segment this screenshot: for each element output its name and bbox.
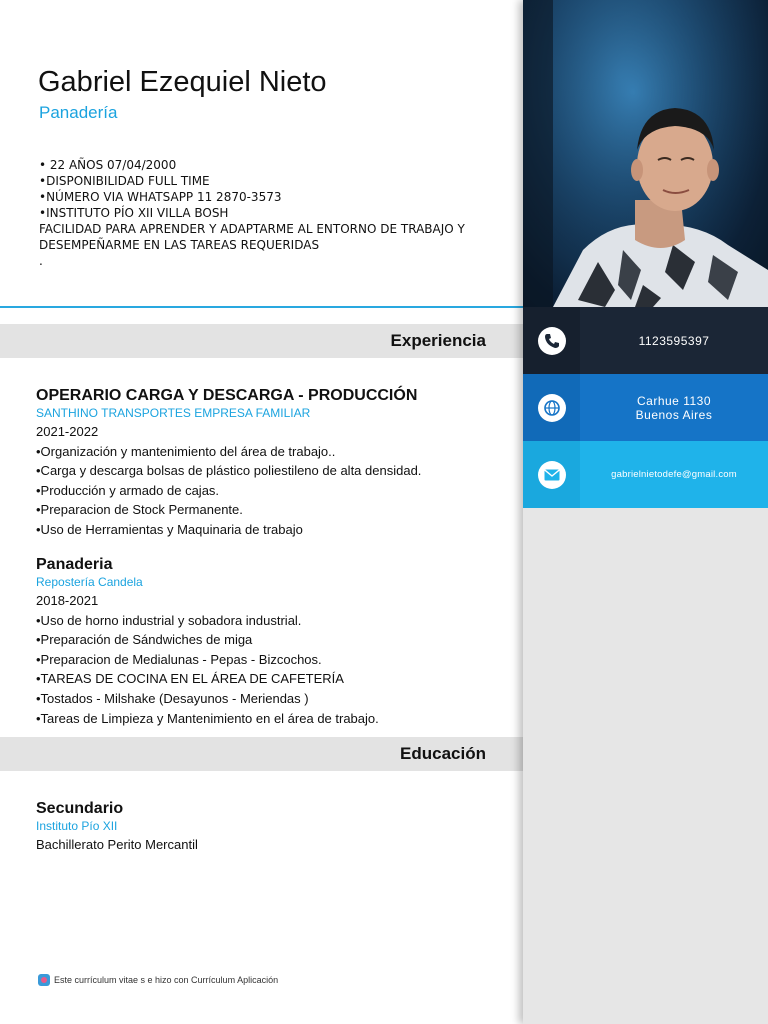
contact-address-row: [523, 374, 768, 441]
job-bullet: •Tareas de Limpieza y Mantenimiento en el área de trabajo.: [36, 710, 379, 726]
job-bullet: •Preparacion de Medialunas - Pepas - Bizcochos.: [36, 651, 322, 667]
education-title: Educación: [400, 744, 486, 763]
education-section-header: [0, 737, 523, 771]
phone-icon: [538, 327, 566, 355]
contact-email-row: [523, 441, 768, 508]
job-bullet: •TAREAS DE COCINA EN EL ÁREA DE CAFETERÍA: [36, 671, 344, 687]
envelope-icon: [538, 461, 566, 489]
profile-line: •DISPONIBILIDAD FULL TIME: [39, 174, 210, 188]
education-level: Secundario: [36, 800, 124, 817]
candidate-name: Gabriel Ezequiel Nieto: [38, 66, 327, 98]
experience-entry: [36, 556, 506, 728]
address-city: Buenos Aires: [635, 407, 713, 422]
profile-line: • 22 AÑOS 07/04/2000: [39, 158, 177, 172]
phone-icon-cell: [523, 307, 580, 374]
experience-title: Experiencia: [390, 331, 486, 350]
job-bullet: •Preparacion de Stock Permanente.: [36, 502, 243, 518]
education-entry: [36, 800, 506, 855]
job-bullet: •Organización y mantenimiento del área de trabajo..: [36, 443, 336, 459]
contact-phone: [580, 307, 768, 374]
location-icon-cell: [523, 374, 580, 441]
job-bullet: •Producción y armado de cajas.: [36, 482, 220, 498]
job-dates: 2021-2022: [36, 424, 99, 439]
job-bullet: •Uso de horno industrial y sobadora industrial.: [36, 612, 302, 628]
candidate-profession: Panadería: [39, 103, 118, 122]
profile-line: .: [39, 254, 43, 268]
profile-line: •INSTITUTO PÍO XII VILLA BOSH: [39, 206, 229, 220]
footer-credit: [38, 974, 278, 986]
job-company: Repostería Candela: [36, 575, 143, 589]
profile-line: FACILIDAD PARA APRENDER Y ADAPTARME AL ENTORNO DE TRABAJO Y DESEMPEÑARME EN LAS TAREAS REQUERIDAS: [39, 222, 465, 252]
contact-address: [580, 374, 768, 441]
job-company: SANTHINO TRANSPORTES EMPRESA FAMILIAR: [36, 406, 311, 420]
address-street: Carhue 1130: [637, 393, 711, 408]
profile-photo: [523, 0, 768, 307]
phone-number: 1123595397: [638, 333, 710, 348]
experience-section-header: [0, 324, 523, 358]
job-title: Panaderia: [36, 556, 113, 573]
job-bullet: •Uso de Herramientas y Maquinaria de trabajo: [36, 521, 303, 537]
job-bullet: •Carga y descarga bolsas de plástico poliestileno de alta densidad.: [36, 463, 422, 479]
header-divider: [0, 306, 523, 308]
education-school: Instituto Pío XII: [36, 819, 118, 833]
globe-icon: [538, 394, 566, 422]
contact-email: [580, 441, 768, 514]
profile-line: •NÚMERO VIA WHATSAPP 11 2870-3573: [39, 190, 282, 204]
email-address[interactable]: gabrielnietodefe@gmail.com: [611, 469, 737, 480]
job-bullet: •Preparación de Sándwiches de miga: [36, 632, 253, 648]
email-icon-cell: [523, 441, 580, 508]
profile-photo-illustration: [523, 0, 768, 307]
contact-sidebar: [523, 0, 768, 1024]
footer-text: Este currículum vitae s e hizo con Currículum Aplicación: [54, 975, 279, 985]
experience-entry: [36, 387, 506, 540]
job-dates: 2018-2021: [36, 593, 99, 608]
app-logo-icon: [38, 974, 50, 986]
job-bullet: •Tostados - Milshake (Desayunos - Meriendas ): [36, 690, 309, 706]
contact-phone-row: [523, 307, 768, 374]
education-degree: Bachillerato Perito Mercantil: [36, 837, 198, 852]
job-title: OPERARIO CARGA Y DESCARGA - PRODUCCIÓN: [36, 387, 418, 404]
profile-summary: [39, 157, 509, 269]
